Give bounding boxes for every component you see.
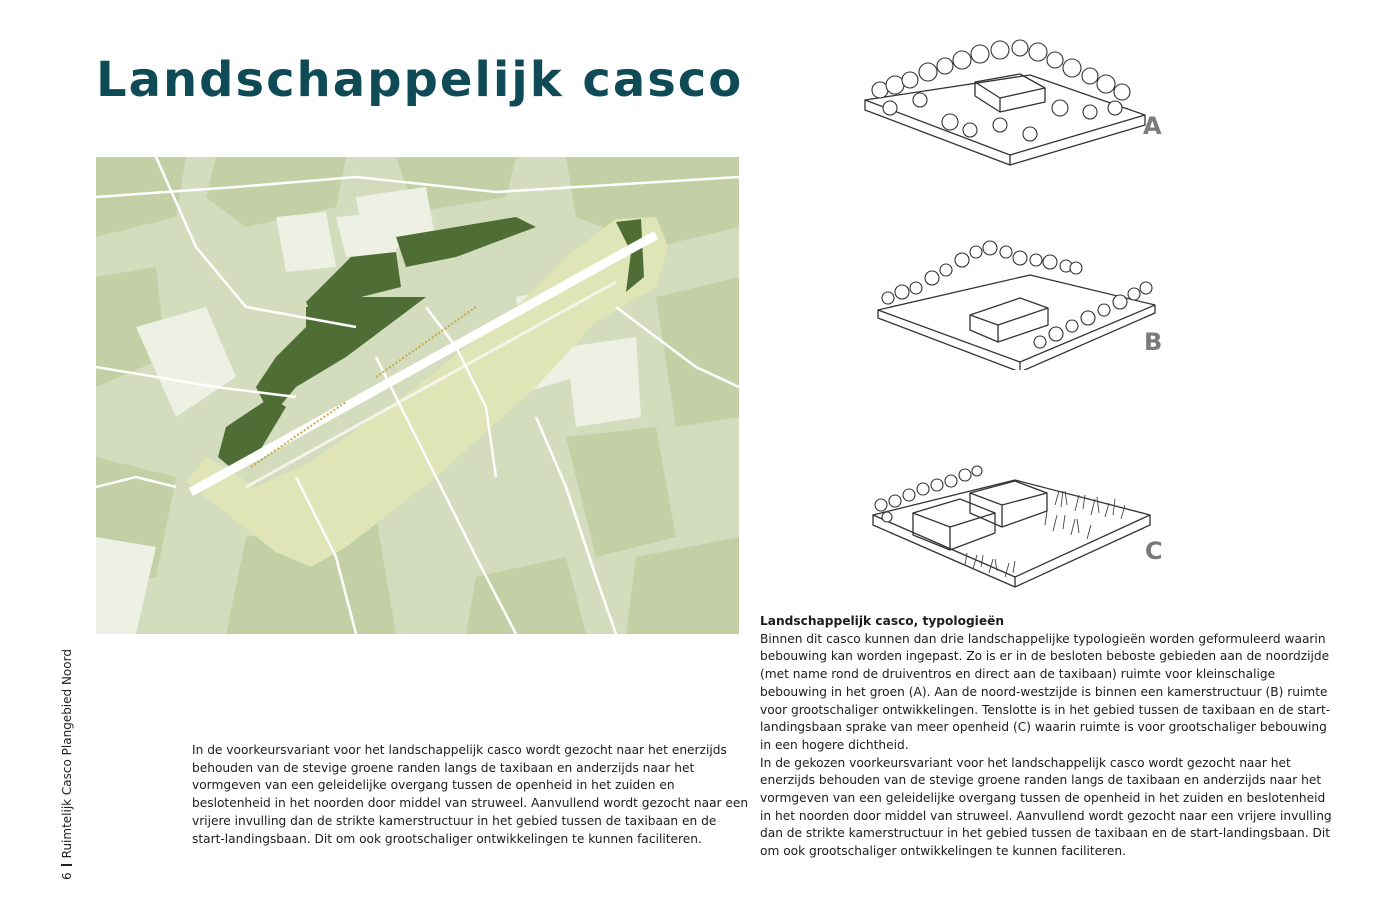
- caption-heading: Landschappelijk casco, typologieën: [760, 614, 1005, 628]
- typologies-caption: [760, 613, 1340, 861]
- page-number: 6: [60, 872, 74, 880]
- running-header: [46, 630, 74, 880]
- typology-c-sketch: [865, 455, 1165, 595]
- document-title: Ruimtelijk Casco Plangebied Noord: [60, 649, 74, 859]
- separator-bar: [61, 864, 72, 866]
- page-title: Landschappelijk casco: [96, 52, 744, 108]
- landscape-plan-map: [96, 157, 739, 634]
- typology-c-label: C: [1145, 537, 1163, 565]
- body-paragraph: In de voorkeursvariant voor het landschappelijk casco wordt gezocht naar het enerzijds behouden van de stevige groene randen langs de taxibaan en anderzijds naar het vormgeven van een geleidelijke overgang tussen de openheid in het zuiden en beslotenheid in het noorden door middel van struweel. Aanvullend wordt gezocht naar een vrijere invulling dan de strikte kamerstructuur in het gebied tussen de taxibaan en de start-landingsbaan. Dit om ook grootschaliger ontwikkelingen te kunnen faciliteren.: [192, 743, 749, 846]
- caption-paragraph-1: Binnen dit casco kunnen dan drie landschappelijke typologieën worden geformuleerd waarin bebouwing kan worden ingepast. Zo is er in de besloten beboste gebieden aan de noordzijde (met name rond de druiventros en direct aan de taxibaan) ruimte voor kleinschalige bebouwing in het groen (A). Aan de noord-westzijde is binnen een kamerstructuur (B) ruimte voor grootschaliger ontwikkelingen. Tenslotte is in het gebied tussen de taxibaan en de start-landingsbaan sprake van meer openheid (C) waarin ruimte is voor grootschaliger bebouwing in een hogere dichtheid.: [760, 631, 1331, 752]
- typology-b-label: B: [1144, 328, 1163, 356]
- typology-a-sketch: [850, 30, 1162, 170]
- typology-a-label: A: [1143, 112, 1162, 140]
- typology-b-sketch: [870, 230, 1163, 370]
- caption-paragraph-2: In de gekozen voorkeursvariant voor het landschappelijk casco wordt gezocht naar het enerzijds behouden van de stevige groene randen langs de taxibaan en anderzijds naar het vormgeven van een geleidelijke overgang tussen de openheid in het zuiden en beslotenheid in het noorden door middel van struweel. Aanvullend wordt gezocht naar een vrijere invulling dan de strikte kamerstructuur in het gebied tussen de taxibaan en de start-landingsbaan. Dit om ook grootschaliger ontwikkelingen te kunnen faciliteren.: [760, 755, 1332, 859]
